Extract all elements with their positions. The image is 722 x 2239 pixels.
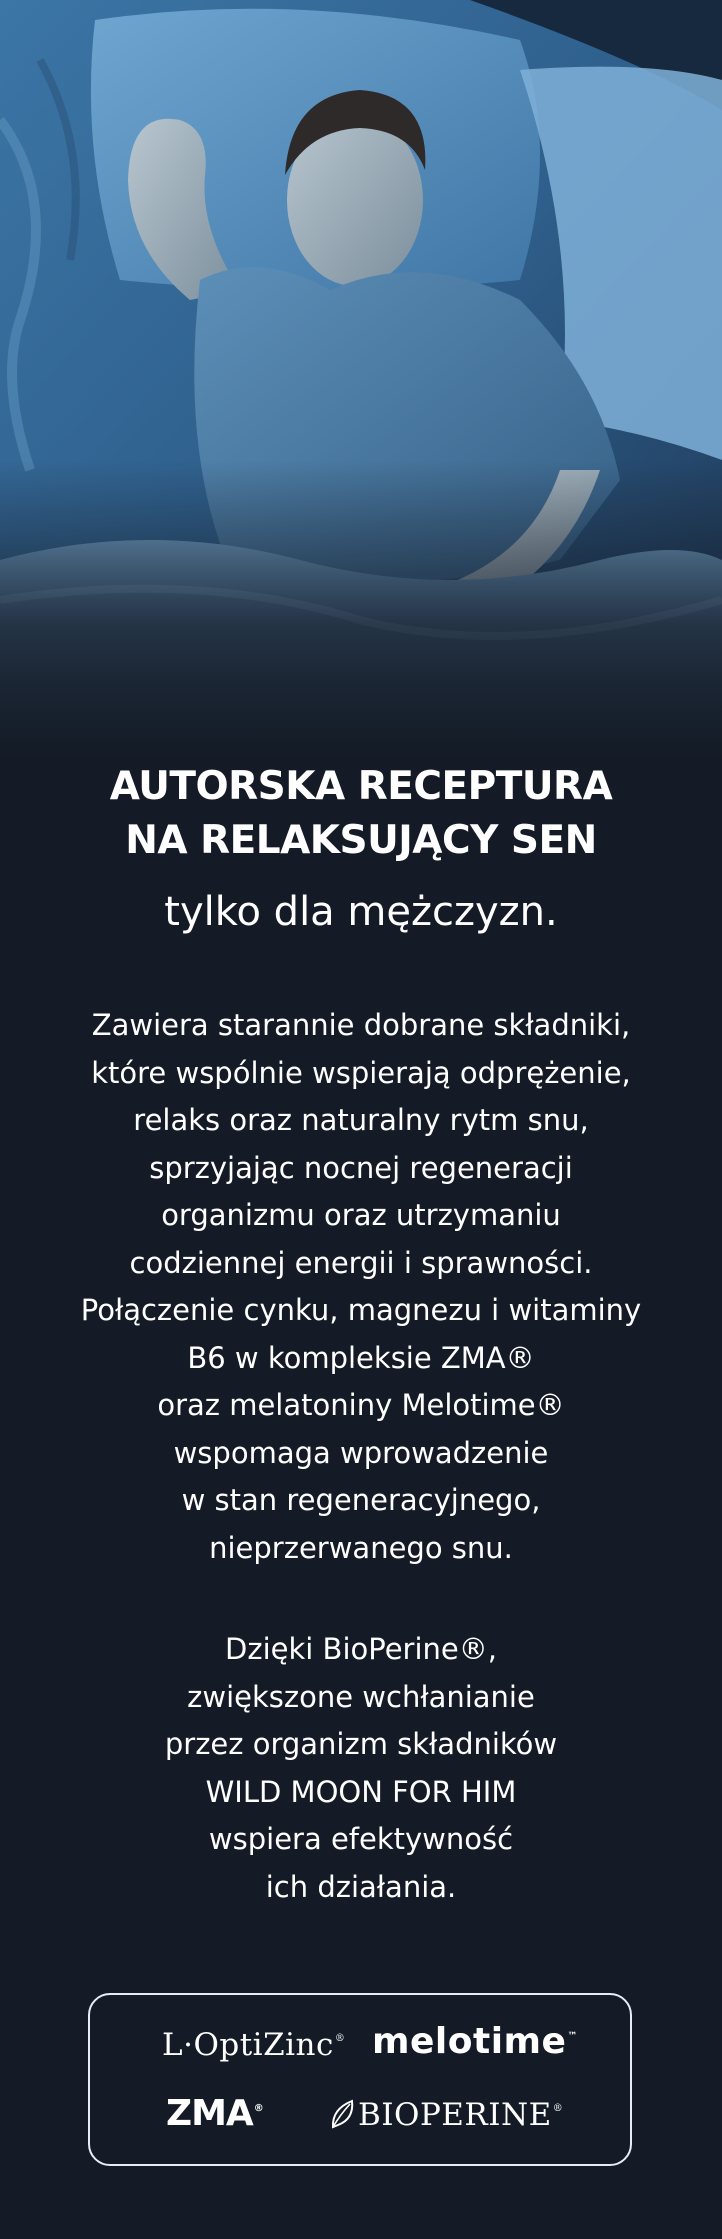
hero-image: [0, 0, 722, 760]
paragraph-line: które wspólnie wspierają odprężenie,: [91, 1055, 631, 1090]
subheadline: tylko dla mężczyzn.: [164, 889, 558, 935]
paragraph-line: Dzięki BioPerine®,: [225, 1632, 497, 1666]
paragraph-line: ich działania.: [265, 1869, 457, 1904]
optizinc-registered-mark: ®: [334, 2033, 346, 2044]
paragraph-line: WILD MOON FOR HIM: [205, 1774, 517, 1809]
paragraph-line: wspomaga wprowadzenie: [173, 1435, 549, 1470]
paragraph-line: organizmu oraz utrzymaniu: [161, 1198, 561, 1232]
description-paragraph-2: [0, 1626, 722, 1911]
bioperine-logo: [330, 2097, 563, 2137]
paragraph-line: relaks oraz naturalny rytm snu,: [133, 1103, 589, 1137]
bioperine-registered-mark: ®: [552, 2103, 564, 2114]
headline: [0, 760, 722, 868]
optizinc-logo: [162, 2027, 345, 2063]
paragraph-line: zwiększone wchłanianie: [187, 1679, 535, 1714]
headline-line-1: AUTORSKA RECEPTURA: [109, 764, 613, 809]
melotime-trademark-mark: ™: [567, 2031, 578, 2042]
optizinc-logo-text: L·OptiZinc: [162, 2027, 334, 2063]
paragraph-line: w stan regeneracyjnego,: [181, 1483, 541, 1517]
hero-fade-overlay: [0, 460, 722, 760]
zma-logo: [166, 2093, 263, 2134]
paragraph-line: przez organizm składników: [164, 1727, 558, 1761]
zma-registered-mark: ®: [253, 2103, 263, 2114]
ingredient-logos-box: [88, 1993, 632, 2166]
paragraph-line: nieprzerwanego snu.: [209, 1530, 513, 1565]
melotime-logo: [372, 2021, 578, 2062]
headline-line-2: NA RELAKSUJĄCY SEN: [125, 818, 597, 863]
paragraph-line: oraz melatoniny Melotime®: [157, 1388, 565, 1422]
paragraph-line: wspiera efektywność: [208, 1822, 514, 1856]
melotime-logo-text: melotime: [372, 2021, 567, 2062]
bioperine-logo-text: BIOPERINE: [358, 2097, 552, 2133]
description-paragraph-1: [0, 1002, 722, 1572]
paragraph-line: Zawiera starannie dobrane składniki,: [91, 1008, 631, 1042]
zma-logo-text: ZMA: [166, 2093, 253, 2134]
paragraph-line: sprzyjając nocnej regeneracji: [149, 1150, 573, 1185]
leaf-icon: [330, 2099, 356, 2137]
paragraph-line: Połączenie cynku, magnezu i witaminy: [80, 1293, 642, 1327]
paragraph-line: B6 w kompleksie ZMA®: [187, 1340, 535, 1375]
paragraph-line: codziennej energii i sprawności.: [129, 1245, 593, 1280]
